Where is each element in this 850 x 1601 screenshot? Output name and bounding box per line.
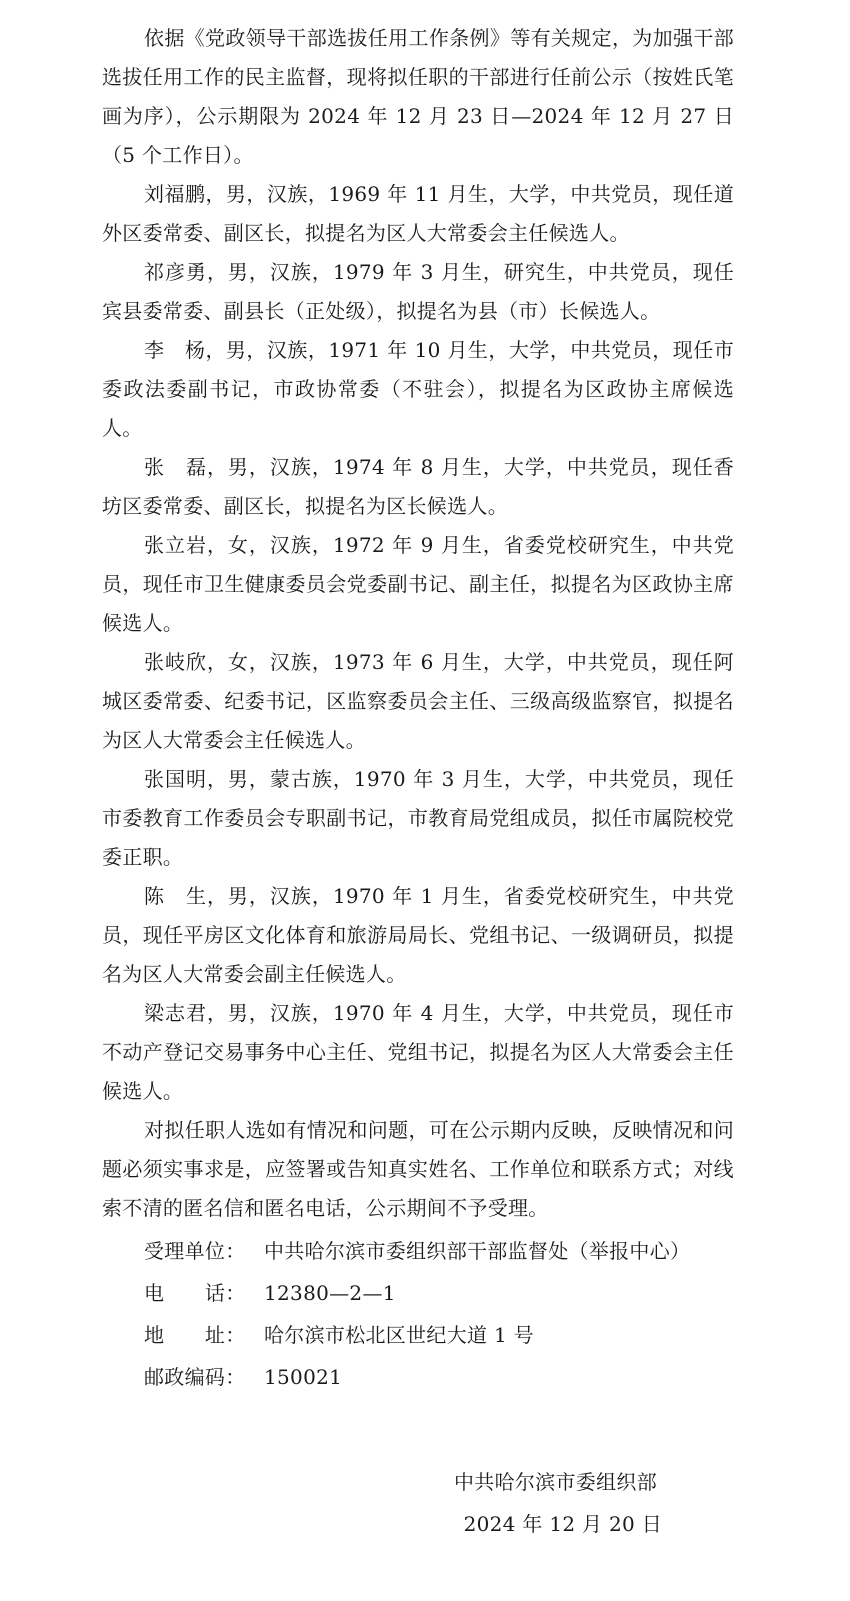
- contact-postcode: [102, 1356, 734, 1398]
- intro-paragraph: 依据《党政领导干部选拔任用工作条例》等有关规定，为加强干部选拔任用工作的民主监督，现将拟任职的干部进行任前公示（按姓氏笔画为序），公示期限为 2024 年 12 月 23 日—2024 年 12 月 27 日（5 个工作日）。: [102, 26, 734, 167]
- contact-label: 受理单位：: [144, 1239, 246, 1263]
- contact-label: 地 址：: [144, 1323, 246, 1347]
- candidate-entry: 祁彦勇，男，汉族，1979 年 3 月生，研究生，中共党员，现任宾县委常委、副县长（正处级），拟提名为县（市）长候选人。: [102, 260, 734, 323]
- contact-address: [102, 1314, 734, 1356]
- contact-value: 12380—2—1: [264, 1281, 396, 1305]
- candidate-entry: 李 杨，男，汉族，1971 年 10 月生，大学，中共党员，现任市委政法委副书记，市政协常委（不驻会），拟提名为区政协主席候选人。: [102, 338, 734, 440]
- contact-phone: [102, 1272, 734, 1314]
- contact-value: 150021: [264, 1365, 343, 1389]
- signature-date: 2024 年 12 月 20 日: [463, 1512, 662, 1536]
- candidate-entry: 张国明，男，蒙古族，1970 年 3 月生，大学，中共党员，现任市委教育工作委员会专职副书记，市教育局党组成员，拟任市属院校党委正职。: [102, 767, 734, 869]
- feedback-paragraph: 对拟任职人选如有情况和问题，可在公示期内反映，反映情况和问题必须实事求是，应签署或告知真实姓名、工作单位和联系方式；对线索不清的匿名信和匿名电话，公示期间不予受理。: [102, 1118, 734, 1220]
- contact-label: 电 话：: [144, 1281, 246, 1305]
- contact-info: [102, 1230, 734, 1398]
- contact-value: 中共哈尔滨市委组织部干部监督处（举报中心）: [264, 1239, 691, 1263]
- candidate-entry: 刘福鹏，男，汉族，1969 年 11 月生，大学，中共党员，现任道外区委常委、副区长，拟提名为区人大常委会主任候选人。: [102, 182, 734, 245]
- candidate-entry: 张 磊，男，汉族，1974 年 8 月生，大学，中共党员，现任香坊区委常委、副区长，拟提名为区长候选人。: [102, 455, 734, 518]
- candidate-list: [102, 175, 734, 1111]
- contact-value: 哈尔滨市松北区世纪大道 1 号: [264, 1323, 534, 1347]
- contact-label: 邮政编码：: [144, 1365, 246, 1389]
- candidate-entry: 张岐欣，女，汉族，1973 年 6 月生，大学，中共党员，现任阿城区委常委、纪委书记，区监察委员会主任、三级高级监察官，拟提名为区人大常委会主任候选人。: [102, 650, 734, 752]
- candidate-entry: 梁志君，男，汉族，1970 年 4 月生，大学，中共党员，现任市不动产登记交易事务中心主任、党组书记，拟提名为区人大常委会主任候选人。: [102, 1001, 734, 1103]
- notice-body: [102, 19, 734, 1398]
- contact-office: [102, 1230, 734, 1272]
- candidate-entry: 张立岩，女，汉族，1972 年 9 月生，省委党校研究生，中共党员，现任市卫生健康委员会党委副书记、副主任，拟提名为区政协主席候选人。: [102, 533, 734, 635]
- signature-organization: 中共哈尔滨市委组织部: [454, 1470, 657, 1494]
- candidate-entry: 陈 生，男，汉族，1970 年 1 月生，省委党校研究生，中共党员，现任平房区文化体育和旅游局局长、党组书记、一级调研员，拟提名为区人大常委会副主任候选人。: [102, 884, 734, 986]
